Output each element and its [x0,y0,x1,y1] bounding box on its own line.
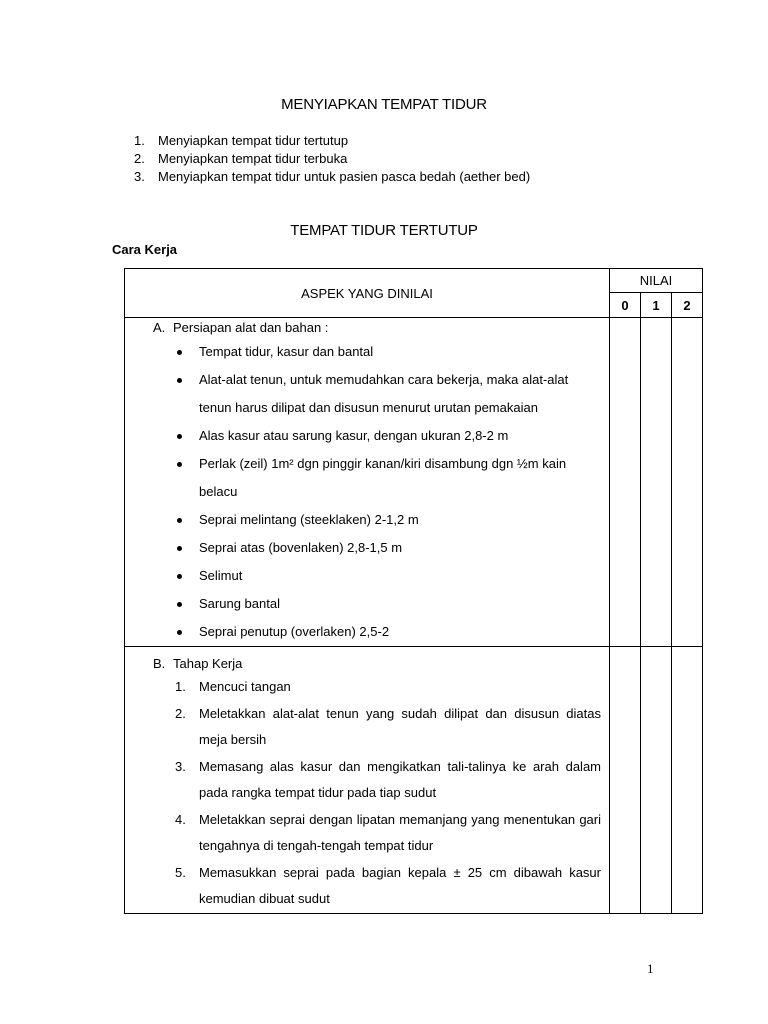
bullet-icon [175,422,199,450]
score-0-header: 0 [610,293,641,318]
section-b-cell [125,647,610,914]
list-item: Alat-alat tenun, untuk memudahkan cara bekerja, maka alat-alat tenun harus dilipat dan disusun menurut urutan pemakaian [175,366,609,422]
score-cell-1[interactable] [641,647,672,914]
score-header: NILAI [610,269,703,293]
assessment-table [124,268,703,914]
bullet-icon [175,338,199,366]
list-item: Sarung bantal [175,590,609,618]
list-item: 2. Meletakkan alat-alat tenun yang sudah dilipat dan disusun diatas meja bersih [175,705,601,747]
section-b-heading: B. Tahap Kerja [153,656,243,671]
bullet-icon [175,450,199,506]
procedure-list-item: 2. Menyiapkan tempat tidur terbuka [134,151,348,166]
score-cell-0[interactable] [610,318,641,647]
document-title: MENYIAPKAN TEMPAT TIDUR [281,96,487,113]
list-item: Selimut [175,562,609,590]
aspect-header: ASPEK YANG DINILAI [125,269,610,318]
bullet-icon [175,562,199,590]
list-item: Alas kasur atau sarung kasur, dengan ukuran 2,8-2 m [175,422,609,450]
bullet-icon [175,590,199,618]
list-item: Seprai melintang (steeklaken) 2-1,2 m [175,506,609,534]
list-item: 1. Mencuci tangan [175,679,291,694]
bullet-icon [175,618,199,646]
procedure-list-item: 3. Menyiapkan tempat tidur untuk pasien pasca bedah (aether bed) [134,169,531,184]
bullet-icon [175,534,199,562]
score-1-header: 1 [641,293,672,318]
score-2-header: 2 [672,293,703,318]
list-item: Perlak (zeil) 1m² dgn pinggir kanan/kiri disambung dgn ½m kain belacu [175,450,609,506]
section-a-cell [125,318,610,647]
bullet-icon [175,366,199,422]
section-a-heading: A. Persiapan alat dan bahan : [153,320,329,335]
list-item: Tempat tidur, kasur dan bantal [175,338,609,366]
list-item: Seprai atas (bovenlaken) 2,8-1,5 m [175,534,609,562]
section-title: TEMPAT TIDUR TERTUTUP [290,222,478,239]
list-item: 5. Memasukkan seprai pada bagian kepala ± 25 cm dibawah kasur kemudian dibuat sudut [175,864,601,906]
procedure-list-item: 1. Menyiapkan tempat tidur tertutup [134,133,349,148]
score-cell-1[interactable] [641,318,672,647]
list-item: 3. Memasang alas kasur dan mengikatkan tali-talinya ke arah dalam pada rangka tempat tidur pada tiap sudut [175,758,601,800]
list-item: Seprai penutup (overlaken) 2,5-2 [175,618,609,646]
cara-kerja-label: Cara Kerja [112,242,178,257]
procedure-list [134,132,530,186]
score-cell-0[interactable] [610,647,641,914]
score-cell-2[interactable] [672,647,703,914]
materials-list [125,338,609,646]
list-item: 4. Meletakkan seprai dengan lipatan memanjang yang menentukan gari tengahnya di tengah-tengah tempat tidur [175,811,601,853]
bullet-icon [175,506,199,534]
work-steps-list [125,674,609,913]
page-number: 1 [647,961,654,976]
score-cell-2[interactable] [672,318,703,647]
